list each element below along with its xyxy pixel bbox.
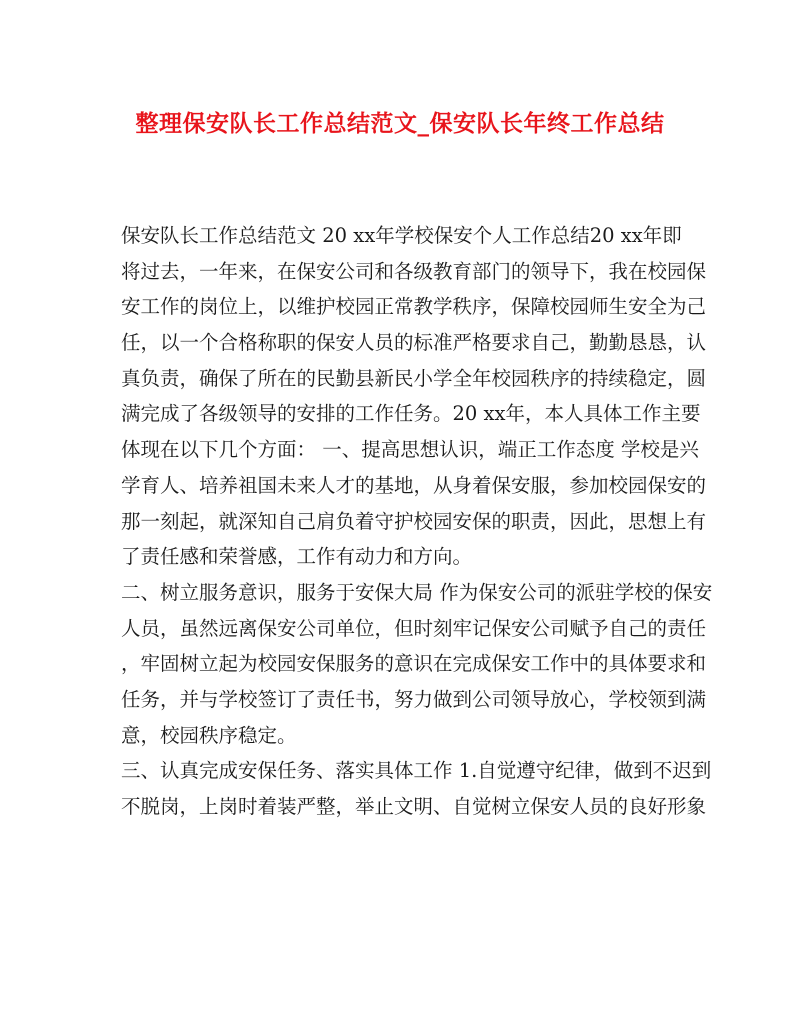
body-line: 安工作的岗位上，以维护校园正常教学秩序，保障校园师生安全为己 (121, 295, 707, 319)
body-line: 学育人、培养祖国未来人才的基地，从身着保安服，参加校园保安的 (121, 473, 707, 497)
body-line: 不脱岗，上岗时着装严整，举止文明、自觉树立保安人员的良好形象 (121, 795, 707, 818)
body-line: 真负责，确保了所在的民勤县新民小学全年校园秩序的持续稳定，圆 (121, 366, 707, 390)
body-line: 三、认真完成安保任务、落实具体工作 1.自觉遵守纪律，做到不迟到 (121, 759, 712, 783)
body-line: 任务，并与学校签订了责任书，努力做到公司领导放心，学校领到满 (121, 687, 707, 711)
body-line: 体现在以下几个方面： 一、提高思想认识，端正工作态度 学校是兴 (121, 438, 699, 462)
body-line: 了责任感和荣誉感，工作有动力和方向。 (121, 545, 473, 569)
body-line: 意，校园秩序稳定。 (121, 723, 297, 747)
document-body (121, 218, 713, 825)
body-line: 满完成了各级领导的安排的工作任务。20 xx年，本人具体工作主要 (121, 402, 701, 426)
body-line: 人员，虽然远离保安公司单位，但时刻牢记保安公司赋予自己的责任 (121, 616, 707, 640)
document-title: 整理保安队长工作总结范文_保安队长年终工作总结 (135, 110, 665, 137)
body-line: 任，以一个合格称职的保安人员的标准严格要求自己，勤勤恳恳，认 (121, 331, 707, 355)
body-line: 保安队长工作总结范文 20 xx年学校保安个人工作总结20 xx年即 (121, 224, 682, 247)
body-line: 二、树立服务意识，服务于安保大局 作为保安公司的派驻学校的保安 (121, 580, 713, 604)
body-line: 那一刻起，就深知自己肩负着守护校园安保的职责，因此，思想上有 (121, 509, 707, 533)
body-line: 将过去，一年来，在保安公司和各级教育部门的领导下，我在校园保 (121, 259, 707, 283)
body-line: ，牢固树立起为校园安保服务的意识在完成保安工作中的具体要求和 (121, 652, 707, 676)
